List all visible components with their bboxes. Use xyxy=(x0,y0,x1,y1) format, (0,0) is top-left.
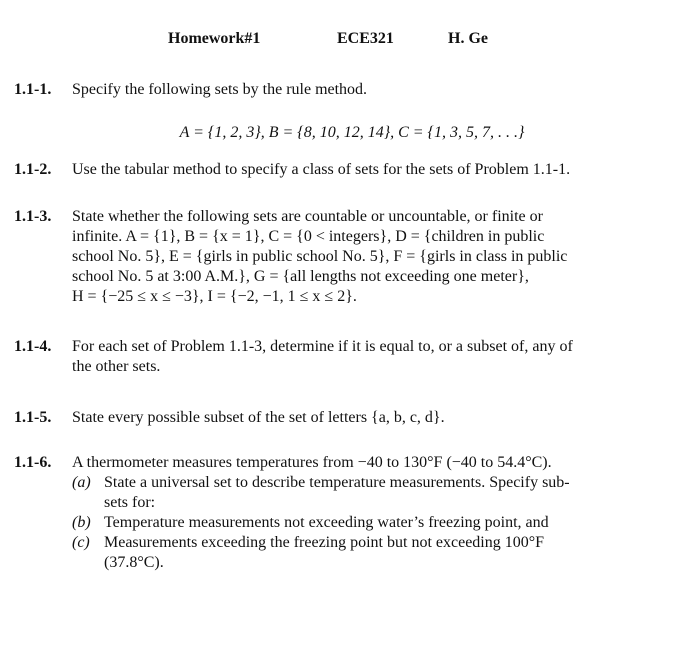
subpart-a xyxy=(72,473,690,513)
subpart-text-line: State a universal set to describe temperature measurements. Specify sub- xyxy=(104,474,570,491)
problem-text: Use the tabular method to specify a class of sets for the sets of Problem 1.1-1. xyxy=(72,161,571,178)
subpart-label: (a) xyxy=(72,474,91,491)
problem-text-line: the other sets. xyxy=(72,358,161,375)
problem-number: 1.1-3. xyxy=(14,208,52,225)
subpart-label: (c) xyxy=(72,534,90,551)
problem-1-1-2 xyxy=(14,160,690,182)
problem-1-1-6 xyxy=(14,453,690,593)
problem-1-1-3 xyxy=(14,207,690,317)
subpart-text-line: (37.8°C). xyxy=(104,554,164,571)
problem-number: 1.1-4. xyxy=(14,338,52,355)
problem-text-line: school No. 5}, E = {girls in public school No. 5}, F = {girls in class in public xyxy=(72,248,568,265)
problem-text: State every possible subset of the set of letters {a, b, c, d}. xyxy=(72,409,445,426)
problem-number: 1.1-6. xyxy=(14,454,52,471)
problem-1-1-5 xyxy=(14,408,690,430)
problem-text-line: H = {−25 ≤ x ≤ −3}, I = {−2, −1, 1 ≤ x ≤ 2}. xyxy=(72,288,357,305)
problem-number: 1.1-1. xyxy=(14,81,52,98)
problem-number: 1.1-5. xyxy=(14,409,52,426)
problem-1-1-1 xyxy=(14,80,690,140)
problem-text-line: infinite. A = {1}, B = {x = 1}, C = {0 < integers}, D = {children in public xyxy=(72,228,545,245)
set-equation: A = {1, 2, 3}, B = {8, 10, 12, 14}, C = {1, 3, 5, 7, . . .} xyxy=(179,124,525,141)
problem-text-line: school No. 5 at 3:00 A.M.}, G = {all lengths not exceeding one meter}, xyxy=(72,268,529,285)
subpart-b xyxy=(72,513,690,533)
problem-text: A thermometer measures temperatures from −40 to 130°F (−40 to 54.4°C). xyxy=(72,454,552,471)
subpart-text-line: Temperature measurements not exceeding water’s freezing point, and xyxy=(104,514,549,531)
subpart-label: (b) xyxy=(72,514,91,531)
header xyxy=(0,30,700,54)
problem-1-1-4 xyxy=(14,337,690,381)
problem-text: Specify the following sets by the rule method. xyxy=(72,81,368,98)
course-code: ECE321 xyxy=(337,30,394,47)
problem-text-line: For each set of Problem 1.1-3, determine if it is equal to, or a subset of, any of xyxy=(72,338,573,355)
subpart-text-line: Measurements exceeding the freezing point but not exceeding 100°F xyxy=(104,534,545,551)
subpart-text-line: sets for: xyxy=(104,494,156,511)
homework-title: Homework#1 xyxy=(168,30,261,47)
subpart-c xyxy=(72,533,690,573)
problem-number: 1.1-2. xyxy=(14,161,52,178)
author-name: H. Ge xyxy=(448,30,488,47)
problem-text-line: State whether the following sets are countable or uncountable, or finite or xyxy=(72,208,543,225)
